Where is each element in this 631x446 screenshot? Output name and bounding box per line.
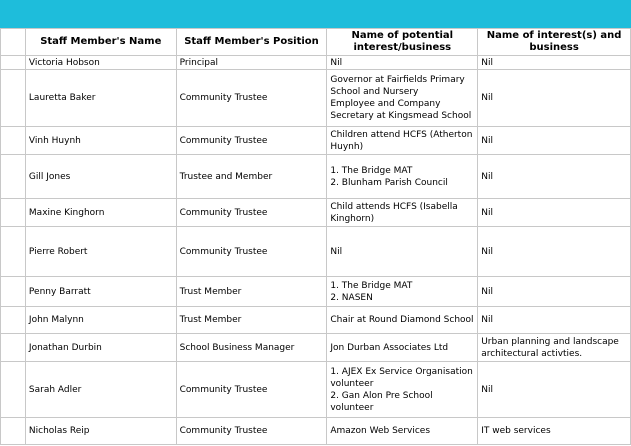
interest-business-cell[interactable]: IT web services (478, 418, 631, 445)
staff-name-cell[interactable]: Nicholas Reip (25, 418, 176, 445)
potential-interest-cell[interactable]: Child attends HCFS (Isabella Kinghorn) (327, 199, 478, 227)
potential-interest-cell[interactable]: Amazon Web Services (327, 418, 478, 445)
staff-name-cell[interactable]: Maxine Kinghorn (25, 199, 176, 227)
spreadsheet (0, 28, 631, 445)
staff-name-cell[interactable]: Lauretta Baker (25, 70, 176, 127)
position-cell[interactable]: Community Trustee (176, 227, 327, 277)
header-row (1, 29, 631, 56)
row-gutter (1, 199, 26, 227)
row-gutter (1, 334, 26, 362)
staff-name-cell[interactable]: Pierre Robert (25, 227, 176, 277)
interest-business-cell[interactable]: Nil (478, 155, 631, 199)
row-gutter (1, 70, 26, 127)
staff-name-cell[interactable]: Victoria Hobson (25, 56, 176, 70)
staff-name-cell[interactable]: John Malynn (25, 307, 176, 334)
staff-name-cell[interactable]: Vinh Huynh (25, 127, 176, 155)
table-row (1, 334, 631, 362)
potential-interest-cell[interactable]: 1. The Bridge MAT 2. NASEN (327, 277, 478, 307)
table-row (1, 362, 631, 418)
interest-business-cell[interactable]: Nil (478, 307, 631, 334)
row-gutter (1, 127, 26, 155)
row-gutter (1, 362, 26, 418)
table-row (1, 127, 631, 155)
declarations-table (0, 28, 631, 445)
interest-business-cell[interactable]: Nil (478, 127, 631, 155)
header-potential-interest[interactable]: Name of potential interest/business (327, 29, 478, 56)
position-cell[interactable]: Trust Member (176, 277, 327, 307)
header-bar (0, 0, 631, 28)
row-gutter (1, 277, 26, 307)
table-row (1, 277, 631, 307)
interest-business-cell[interactable]: Nil (478, 362, 631, 418)
table-row (1, 307, 631, 334)
interest-business-cell[interactable]: Urban planning and landscape architectural activties. (478, 334, 631, 362)
header-staff-position[interactable]: Staff Member's Position (176, 29, 327, 56)
interest-business-cell[interactable]: Nil (478, 199, 631, 227)
table-row (1, 418, 631, 445)
header-staff-name[interactable]: Staff Member's Name (25, 29, 176, 56)
potential-interest-cell[interactable]: Governor at Fairfields Primary School and Nursery Employee and Company Secretary at Kingsmead School (327, 70, 478, 127)
position-cell[interactable]: Trust Member (176, 307, 327, 334)
staff-name-cell[interactable]: Penny Barratt (25, 277, 176, 307)
potential-interest-cell[interactable]: 1. AJEX Ex Service Organisation volunteer 2. Gan Alon Pre School volunteer (327, 362, 478, 418)
staff-name-cell[interactable]: Gill Jones (25, 155, 176, 199)
row-gutter (1, 418, 26, 445)
position-cell[interactable]: Trustee and Member (176, 155, 327, 199)
table-row (1, 155, 631, 199)
header-interest-business[interactable]: Name of interest(s) and business (478, 29, 631, 56)
staff-name-cell[interactable]: Jonathan Durbin (25, 334, 176, 362)
row-gutter (1, 307, 26, 334)
table-row (1, 199, 631, 227)
potential-interest-cell[interactable]: Children attend HCFS (Atherton Huynh) (327, 127, 478, 155)
potential-interest-cell[interactable]: Chair at Round Diamond School (327, 307, 478, 334)
table-row (1, 70, 631, 127)
position-cell[interactable]: Community Trustee (176, 418, 327, 445)
row-gutter (1, 155, 26, 199)
table-row (1, 56, 631, 70)
potential-interest-cell[interactable]: Nil (327, 227, 478, 277)
position-cell[interactable]: Community Trustee (176, 70, 327, 127)
interest-business-cell[interactable]: Nil (478, 227, 631, 277)
row-gutter (1, 227, 26, 277)
position-cell[interactable]: Community Trustee (176, 362, 327, 418)
potential-interest-cell[interactable]: Nil (327, 56, 478, 70)
potential-interest-cell[interactable]: Jon Durban Associates Ltd (327, 334, 478, 362)
interest-business-cell[interactable]: Nil (478, 70, 631, 127)
row-gutter (1, 56, 26, 70)
position-cell[interactable]: Community Trustee (176, 199, 327, 227)
position-cell[interactable]: Community Trustee (176, 127, 327, 155)
interest-business-cell[interactable]: Nil (478, 277, 631, 307)
interest-business-cell[interactable]: Nil (478, 56, 631, 70)
position-cell[interactable]: Principal (176, 56, 327, 70)
position-cell[interactable]: School Business Manager (176, 334, 327, 362)
staff-name-cell[interactable]: Sarah Adler (25, 362, 176, 418)
potential-interest-cell[interactable]: 1. The Bridge MAT 2. Blunham Parish Council (327, 155, 478, 199)
row-gutter (1, 29, 26, 56)
table-row (1, 227, 631, 277)
